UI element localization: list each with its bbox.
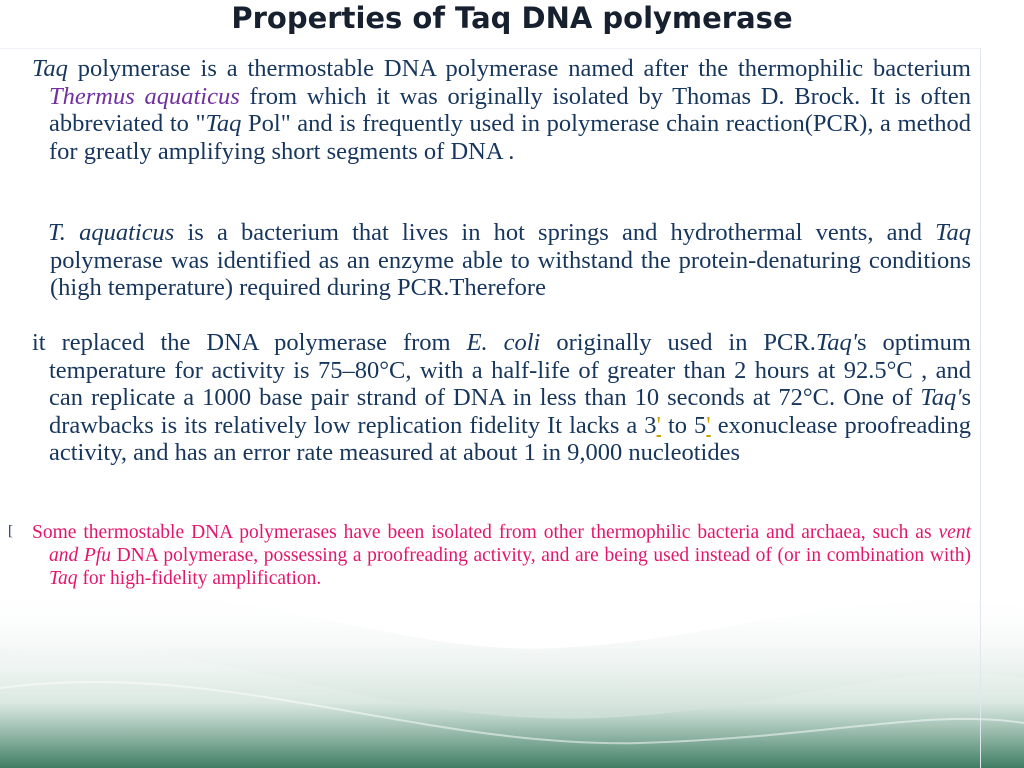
- paragraph-taq-definition: Taq polymerase is a thermostable DNA polymerase named after the thermophilic bacterium Thermus aquaticus from which it was originally isolated by Thomas D. Brock. It is often abbreviated to "Taq Pol" and is frequently used in polymerase chain reaction(PCR), a method for greatly amplifying short segments of DNA .: [32, 55, 972, 165]
- bullet-mark: [: [8, 523, 13, 539]
- paragraph-optimum-temperature: it replaced the DNA polymerase from E. coli originally used in PCR.Taq's optimum temperature for activity is 75–80°C, with a half-life of greater than 2 hours at 92.5°C , and can replicate a 1000 base pair strand of DNA in less than 10 seconds at 72°C. One of Taq's drawbacks is its relatively low replication fidelity It lacks a 3' to 5' exonuclease proofreading activity, and has an error rate measured at about 1 in 9,000 nucleotides: [32, 329, 971, 466]
- slide-title: Properties of Taq DNA polymerase: [231, 1, 793, 35]
- species-name: Thermus aquaticus: [49, 82, 240, 110]
- paragraph-t-aquaticus: T. aquaticus is a bacterium that lives in hot springs and hydrothermal vents, and Taq polymerase was identified as an enzyme able to withstand the protein-denaturing conditions (high temperature) required during PCR.Therefore: [48, 219, 971, 301]
- paragraph-thermostable-polymerases: Some thermostable DNA polymerases have been isolated from other thermophilic bacteria and archaea, such as vent and Pfu DNA polymerase, possessing a proofreading activity, and are being used instead of (or in combination with) Taq for high-fidelity amplification.: [32, 522, 971, 589]
